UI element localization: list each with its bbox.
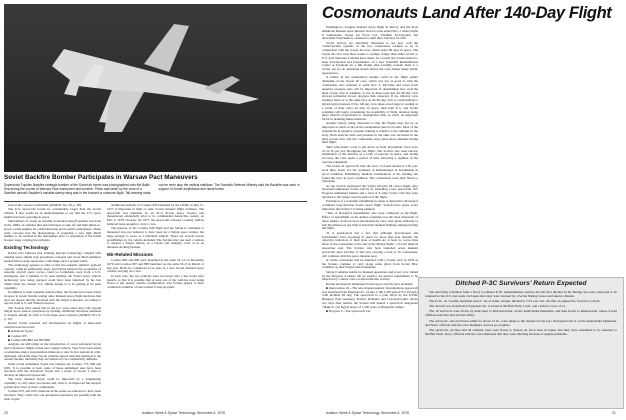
left-paragraph: Substantial U.S. study on reusable horizontal takeoff systems was done in the 1960s on vehicles that used turbojets to take off and high-thrust-to-power rocket engines for orbital insertion above earth's atmosphere. These early concepts had the disadvantage of requiring a very high Mach number to be reached in the atmosphere prior to separation of the initial booster stage carrying the turbojets. bbox=[4, 219, 101, 243]
ditched-p3c-sidebar bbox=[418, 277, 624, 409]
left-paragraph: look at the concept worthwhile (AW&ST Jan. 30, p. 58). bbox=[8, 203, 82, 207]
left-subhead-2: Mir-Related Missions bbox=[107, 252, 153, 258]
left-paragraph: Analysts are still ruling on the introduction of a new Advanced Soyuz and at Komarov flights in that new winged vehicle. They have been slated to undertake major long-duration missions to new Soviet stations in orbit. Although outwardly these Soyuz vehicles appear basically identical to the current models, internally they are believed to be considerably different. bbox=[4, 342, 101, 362]
left-article-columns bbox=[4, 204, 307, 407]
right-paragraph: Formation of a scientific-rehabilitation center at Tyuratam will support continued long-duration Soviet space flight. Soviets have given every indication that Salyut 7 is being planned. bbox=[322, 199, 418, 211]
caption-divider bbox=[4, 201, 307, 202]
right-paragraph: Recent increases in unmanned Soviet space activity have included: bbox=[326, 281, 413, 286]
left-paragraph: ■ Cosmos 881/882 and 997/998. bbox=[8, 338, 51, 342]
left-paragraph: The Soviets have stated that in the two years since they will expand Salyut space station operations by docking additional structural elements to Salyuts already in orbit to form larger space stations (AW&ST Oct. 9, p. 35). bbox=[4, 305, 101, 322]
sidebar-paragraph: Ten surviving crewmen from a Navy Lockheed P-3C antisubmarine warfare aircraft that ditched in the Bering Sea were expected to be returned to the U.S. last week via Japan after they were rescued by a Soviet fishing vessel and taken to Russia. bbox=[425, 290, 617, 299]
left-paragraph: Cosmos 937 and 1001 missions in the series are believed to have been involved. They could carry out automated operations not possible with the basic Soyuz. bbox=[4, 389, 101, 401]
right-paragraph: Washington—Longest manned space flight in history and the most ambitious Russian space mission flown to date ended Nov. 2 when Salyut 6 cosmonauts, Soviet Air Force Col. Vladimir Kovalyonok and Alexander Ivanchenkov, returned to earth after 140 days in orbit. bbox=[322, 25, 418, 41]
left-publication-line: Aviation Week & Space Technology, November 6, 1978 bbox=[142, 411, 225, 415]
left-subhead: Existing Technology bbox=[4, 244, 49, 250]
right-paragraph: "Tens of biological experiments" also were conducted on the flight. Effect of spaceflight on the human organism was the most important of these studies. Soviet doctors monitoring the crew were given authority to halt the mission at any time if abnormal medical findings emerged during the flight. bbox=[322, 211, 418, 231]
sidebar-paragraph: The aircraft was from Patrol Squadron No. 9, based at Moffett Field, Calif., and carried a crew of 15. bbox=[429, 304, 567, 309]
right-paragraph: ■ Intercosmos 18—The new magnetospheric investigations spacecraft was launched from Plesetsk Oct. 24 into a 766 x 407-km (475 x 253-mi.) orbit inclined 83 deg. The spacecraft is a joint effort by the USSR, Hungary, East Germany, Poland, Romania and Czechoslovakia. About two days after launch, the Soviets will launch a spacecraft designated "Magion" (10 Kg) in honor of 1,500 years of Bulgarian culture. bbox=[322, 285, 418, 309]
right-publication-line: Aviation Week & Space Technology, November 6, 1978 bbox=[326, 411, 409, 415]
left-page-number: 20 bbox=[4, 411, 8, 415]
right-paragraph: ■ Progress 5—The spacecraft was bbox=[326, 309, 371, 314]
left-paragraph: The U.S. spacecraft would be considerably larger than the Soviet vehicle. It also would be an understatement to say that the U.S. space shuttle has been operating in space. bbox=[4, 207, 101, 219]
right-paragraph: As the Soviets monitored the Salyut 6/Soyuz 29 crew's flight, they increased unmanned Soviet activity by launching a new spacecraft, five Progress unmanned tankers and a total of 6 other Soviet craft that were attached to the Salyut over the period of the flight. bbox=[322, 183, 418, 200]
sidebar-paragraph: The survivors, all men and all enlisted, later were flown to Yokota air force base in Japan, and they were scheduled to be returned to Moffett Field. Navy officials said the crew indicated that they were ditching because of engine problems. bbox=[425, 327, 617, 336]
left-paragraph: Cosmos 881 and 882 were launched in the same SL-14 on December 1976 and Cosmos 997 and 998 launched on the same SL-8 in March of last year. Both are considered to be tests of a new Soviet manned space vehicle carrying two crew. bbox=[107, 258, 204, 274]
sidebar-paragraph: The 10 survivors were flown by helicopter to Petropavlovsk, on the Kamchatka Peninsula, and then flown to Khabarovsk, where Soviet officials said they had arrived safely. bbox=[425, 309, 617, 318]
left-paragraph: Recent Soviet research and development on flights of man-rated vehicles have involved: bbox=[4, 321, 101, 330]
right-paragraph: Salyut 6 remains usable for manned operations and is not to be visited by the Progress 4 tanker. On its exterior are several experiments to be retrieved by a future crew on extravehicular activity. bbox=[322, 269, 418, 282]
left-paragraph: The basic manned Soyuz could be improved by a lengthening capability to carry more provisions and, with it, an improved life support system and crews of three cosmonauts. bbox=[4, 377, 101, 390]
sidebar-title: Ditched P-3C Survivors' Return Expected bbox=[455, 280, 587, 287]
right-paragraph: A Cuban cosmonaut will be launched with a Soviet crew in 1979 as the Soviets continue to carry along some pilots from Soviet Bloc countries on their Salyut station missions. bbox=[322, 257, 418, 270]
left-paragraph: ■ Cosmos 937. bbox=[8, 333, 28, 338]
photo-caption-text: Supersonic Tupolev Backfire strategic bomber of the Soviet air forces was photographed over the Baltic Sea during the course of Warsaw Pact maneuvers last summer. Photo was taken by the crew of a Swedish aircraft. Backfire's variable-sweep wing was in the forward or subsonic flight. Tail-warning radar can be seen atop the vertical stabilizer. The Swedish Defense Ministry said the Backfire was used in support of Soviet amphibious and naval forces. bbox=[4, 183, 300, 195]
left-paragraph: Additional analysis of Cosmos 929 launched by the USSR on July 17, 1977 is important in light of other Soviet manned flight activities. The spacecraft was launched by an SL-9 Proton heavy booster and maneuvered extensively prior to its commanded destructive reentry on Feb. 2, 1978. On Aug. 18, 1977, the spacecraft released a reentry vehicle believed large enough to carry a crew. bbox=[107, 203, 204, 226]
left-paragraph: ■ Advanced Soyuz. bbox=[8, 329, 34, 334]
left-paragraph: NASA now believes that existing turbojet technology coupled with existing space shuttle type propulsion concepts and lower Mach numbers needed before stage separation could make such a system viable. bbox=[4, 250, 101, 263]
left-paragraph: In addition to their reusable vehicle effort, the Soviets have been active in space in recent months testing other manned space flight hardware that does not appear directly involved with the Salyut 6 mission, according to reports from U.S. and Western sources. bbox=[4, 289, 101, 306]
left-paragraph: In each case, the two vehicles were recovered only a few hours after launch, so that it is possible that at least one of the vehicles were being flown to test reentry vehicle configuration. The Soviets appear to have conducted a number of tests related to this program. bbox=[107, 273, 204, 290]
right-paragraph: Soviet doctors are extremely interested to see how well the cardiovascular systems of the two cosmonauts readjust to 1g in comparison with the Soyuz 26 crew, which spent 96 days in space. The Soyuz 26 crew took three weeks to readapt, longer than either Soviet or U.S. data indicated it should have taken. As a result, the Soviets intend to keep Kovalyonok and Ivanchenkov on a new Scientific Rehabilitation Center at Tyuratam for a full month, then possibly transfer them to a Soviet spa for an additional month before the crew makes many public appearances. bbox=[322, 40, 418, 76]
backfire-bomber-photo bbox=[4, 4, 307, 172]
left-paragraph: The purpose of the Cosmos 929 flight and the Salyut it continued to maneuver was not believed to have been for a Salyut space station, but large enough to serve as a habitable vehicle. There are several reason possibilities for the vehicle included: The Soviets may use such a vehicle to support a Salyut station, as a rescue and resupply craft, or as an alternate docking module. bbox=[107, 226, 204, 250]
right-paragraph: "It is paradoxical but a fact that although Kovalyonok and Ivanchenkov have [worked] in space for more than four months, the objective indicators of their state of health are at least no worse than those of the cosmonauts at the end of the 96-day flight," a Soviet medical researcher said. The Soviets, who have launched seven manned spacecraft since October of last year carrying a total of 16 cosmonauts, will continue with this space mission pace. bbox=[322, 230, 418, 258]
sidebar-paragraph: The P-3C, on "routine maritime patrol" out of Adak, Alaska, ditched at 7:35 a.m. Oct. 26 after an engine fire forced it to ditch. bbox=[429, 299, 601, 304]
sidebar-paragraph: The survivors, who had been adrift for about 12 hr., were taken to the nearest Soviet port. Petropavlovsk is on the Kamchatka Peninsula, and Navy officials said the crew members were in good spirits. bbox=[425, 318, 617, 327]
right-paragraph: Another theory being discussed is that the flights may not be as important as what occurs in the readaptation period on earth. Most of the adaptations in negative pressure training is relative to the stimulus in the body. Both exercise time and pressure in the suits was increased in the most recent crew, and the cosmonauts were given more stimulus during their flight. bbox=[322, 121, 418, 145]
left-paragraph: Some recent unmanned Soyuz test vehicles are Cosmos 772, 869 and 1001. It is possible at least some of these unmanned tests have been involved with the Advanced Soyuz and a series of Soyuz T tests to develop an improved spacecraft. bbox=[4, 361, 101, 378]
right-paragraph: The Soyuz 31 spacecraft with the crew on board landed at 2:05 p.m. local time, about 112 mi. southeast of Dzhezkazgan in Kazakhstan in good condition. Preliminary medical examinations at the landing site found the crew in good condition. The cosmonauts were then flown to Tyuratam. bbox=[322, 164, 418, 184]
photo-caption-title: Soviet Backfire Bomber Participates in Warsaw Pact Maneuvers bbox=[4, 174, 198, 181]
right-page-number: 21 bbox=[612, 411, 616, 415]
article-headline: Cosmonauts Land After 140-Day Flight bbox=[322, 4, 612, 22]
left-paragraph: The technology appears to exist so that the reusable vehicle's payload capacity could be sufficiently large, and NASA believes the economics of reusable aircraft space access could be formidable even from a U.S. standpoint, and it remains to be seen whether the Soviet space vehicle technology now being pursued could have been launched by the late 1960s when the current U.S. shuttle design is to be getting at its peak capability. bbox=[4, 262, 101, 290]
right-paragraph: A failure in the readaptation studies could be the flight earlier discipline of the Soyuz 26 crew, which was not as good as with the cosmonauts who returned to earth Nov. 2. Tilt-table and lower body negative pressure tests will be important in determining how well the most recent crew is adapting. It was in these tests that the 96-day crew showed somewhat slower progress than expected. If the 140-day crew readapts faster or at the same pace as the 96-day crew, it could indicate a physiological plateau. If the 140-day crew takes even longer to readapt as a result of their extra 44 days in space, then both U.S. and Soviet scientists will begin considering the possibility of flight duration being more directly proportional to readaptation time on earth, an important factor in planning future missions. bbox=[322, 75, 418, 122]
right-paragraph: Suits with elastic cords to put stress on body movements were worn 10-12 hr per day throughout the flight. The Soviets also used electric stimulation of the muscles as a form of exercise in space, and during recovery the crew spent a period of time following a regimen of the exercise equipment. bbox=[322, 144, 418, 164]
